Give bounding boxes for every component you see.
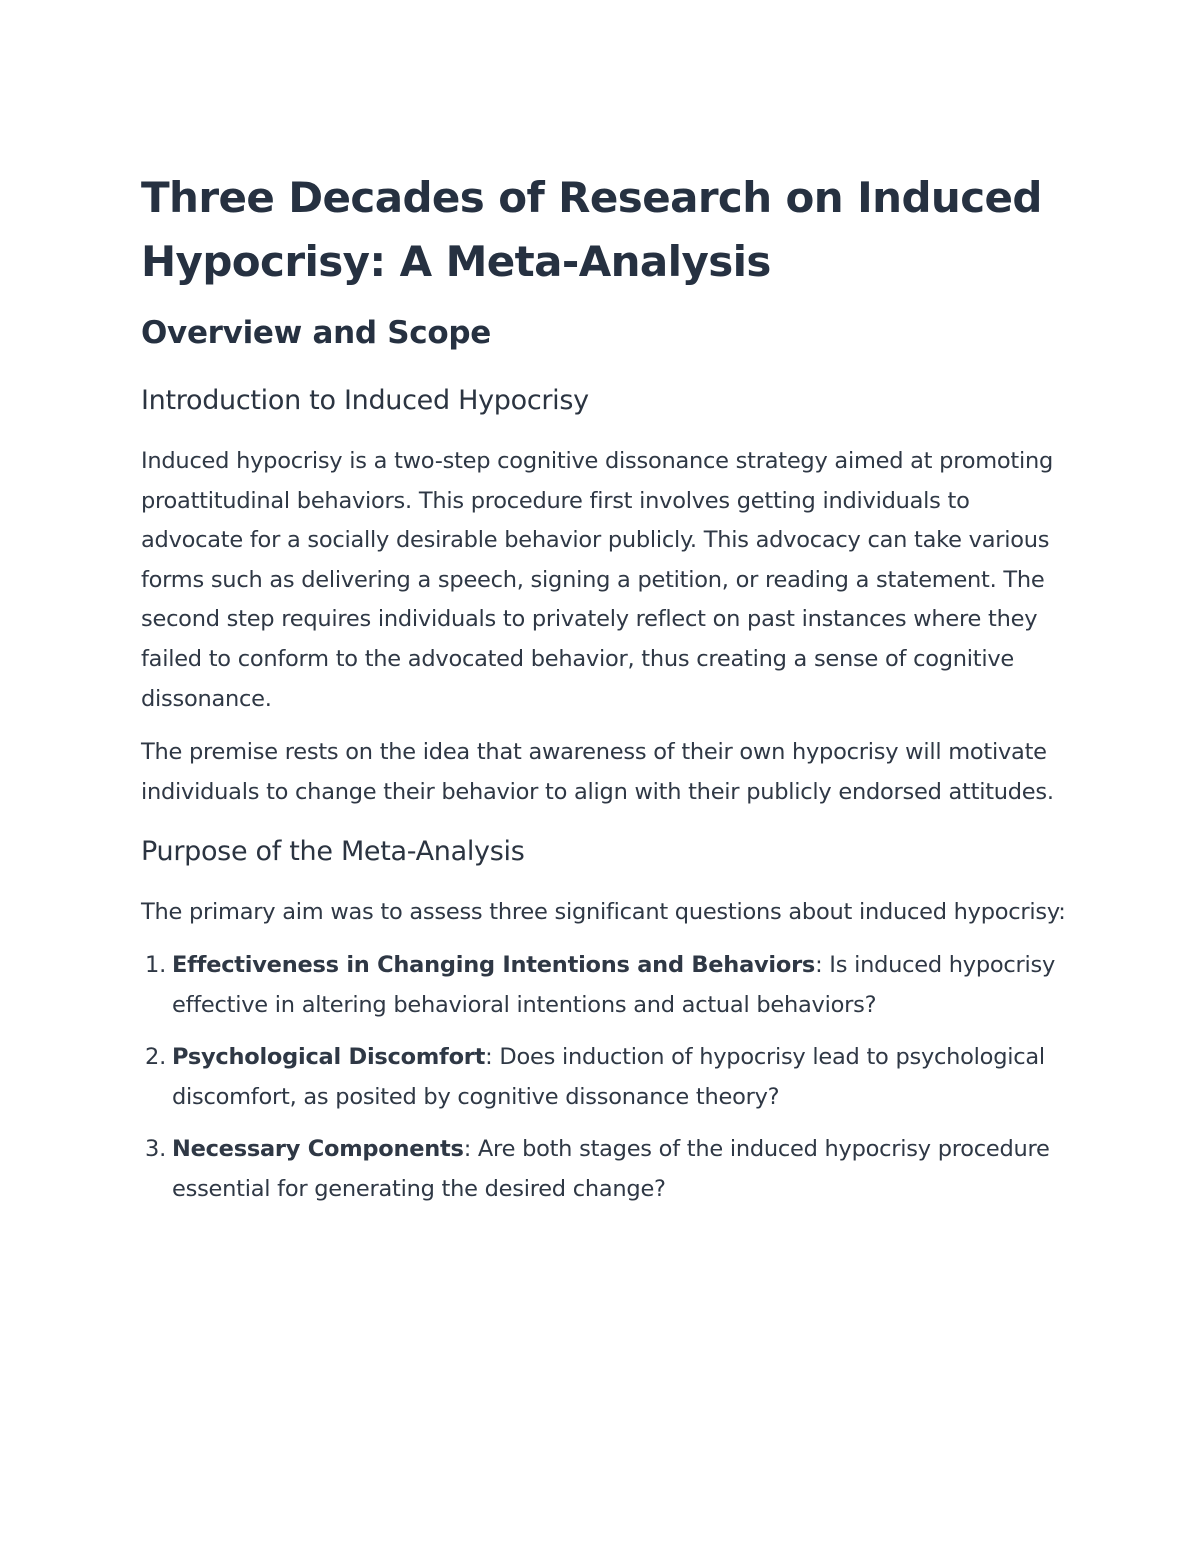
list-item <box>141 1130 1071 1209</box>
document-page <box>141 166 1071 1223</box>
list-item-term: Psychological Discomfort <box>172 1044 486 1071</box>
intro-paragraph-2: The premise rests on the idea that awareness of their own hypocrisy will motivate individuals to change their behavior to align with their publicly endorsed attitudes. <box>141 739 1054 805</box>
list-item-number: 3. <box>145 1136 166 1163</box>
questions-list <box>141 946 1071 1210</box>
list-item-term: Necessary Components <box>172 1136 464 1163</box>
section-heading: Overview and Scope <box>141 315 491 351</box>
purpose-heading: Purpose of the Meta-Analysis <box>141 836 525 868</box>
list-item <box>141 1038 1071 1117</box>
purpose-lead: The primary aim was to assess three significant questions about induced hypocrisy: <box>141 899 1066 926</box>
list-item-text: : Does induction of hypocrisy lead to psychological discomfort, as posited by cognitive dissonance theory? <box>172 1044 1045 1110</box>
list-item-text: : Are both stages of the induced hypocrisy procedure essential for generating the desired change? <box>172 1136 1050 1202</box>
list-item-term: Effectiveness in Changing Intentions and Behaviors <box>172 951 816 978</box>
list-item-text: : Is induced hypocrisy effective in altering behavioral intentions and actual behaviors? <box>172 951 1056 1018</box>
list-item-number: 1. <box>145 951 166 978</box>
intro-paragraph-1: Induced hypocrisy is a two-step cognitive dissonance strategy aimed at promoting proattitudinal behaviors. This procedure first involves getting individuals to advocate for a socially desirable behavior publicly. This advocacy can take various forms such as delivering a speech, signing a petition, or reading a statement. The second step requires individuals to privately reflect on past instances where they failed to conform to the advocated behavior, thus creating a sense of cognitive dissonance. <box>141 448 1054 712</box>
list-item <box>141 946 1071 1025</box>
document-title: Three Decades of Research on Induced Hypocrisy: A Meta-Analysis <box>141 173 1042 286</box>
list-item-number: 2. <box>145 1044 166 1071</box>
intro-heading: Introduction to Induced Hypocrisy <box>141 385 589 416</box>
